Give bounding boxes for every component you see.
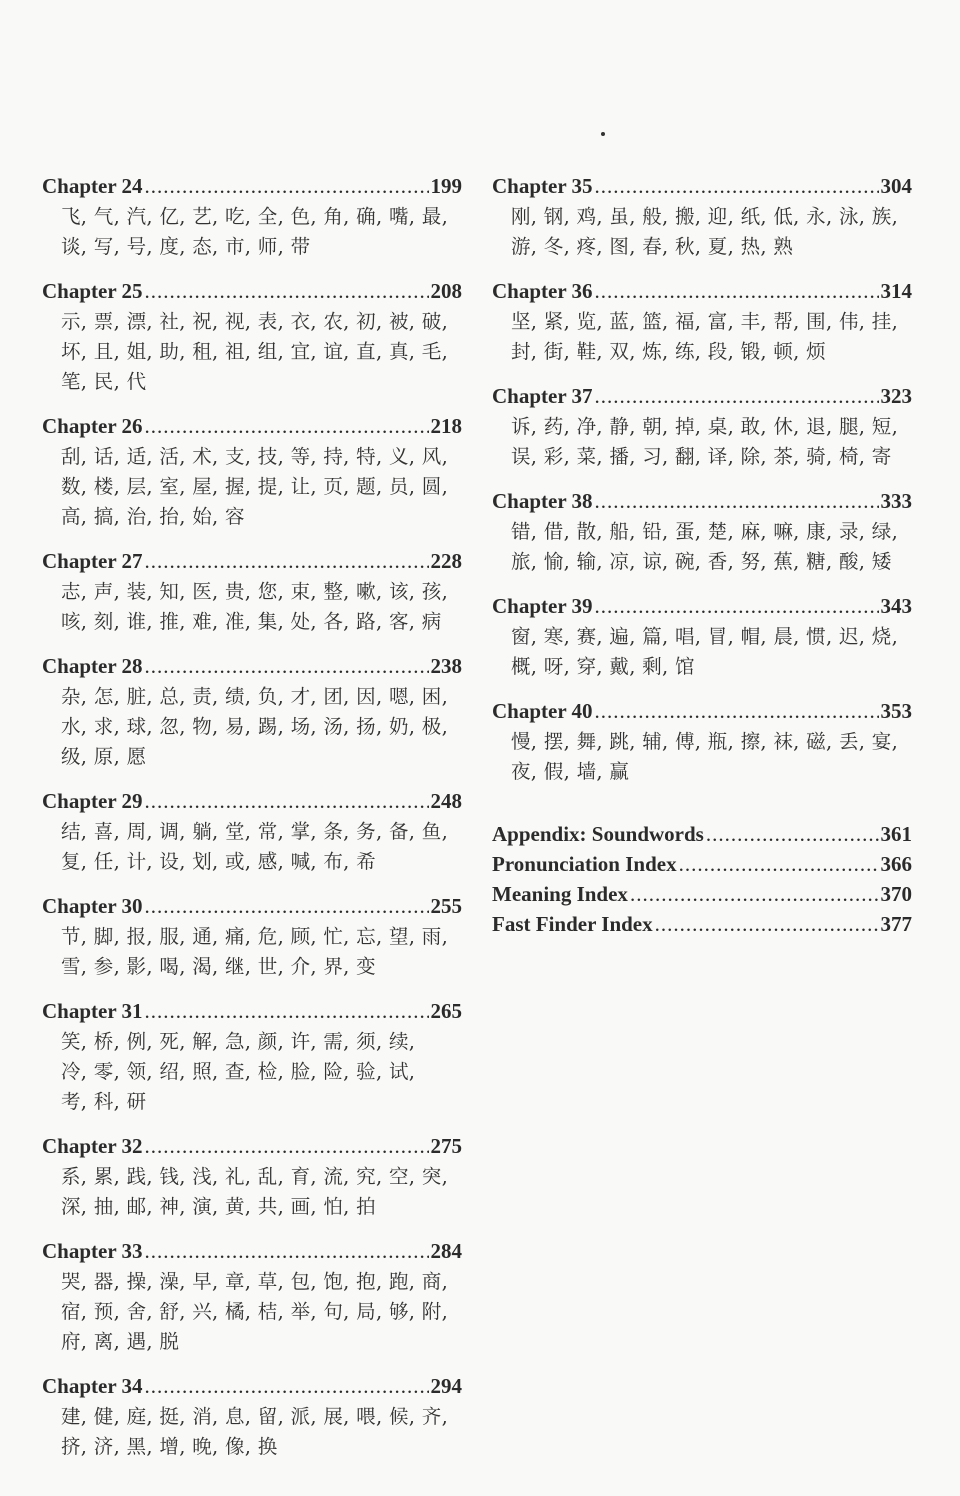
chapter-heading[interactable] xyxy=(492,485,912,517)
character-line: 复, 任, 计, 设, 划, 或, 感, 喊, 布, 希 xyxy=(61,850,376,873)
chapter-heading[interactable] xyxy=(42,650,462,682)
dot-leader xyxy=(145,890,429,922)
chapter-character-list xyxy=(492,727,912,787)
stray-dot-mark xyxy=(601,132,605,136)
appendix-entry-title: Pronunciation Index xyxy=(492,852,677,876)
chapter-page-number: 218 xyxy=(430,414,462,438)
dot-leader xyxy=(655,909,879,939)
chapter-character-list xyxy=(42,577,462,637)
chapter-heading[interactable] xyxy=(42,545,462,577)
chapter-character-list xyxy=(42,307,462,397)
toc-entry xyxy=(492,170,912,262)
chapter-page-number: 208 xyxy=(430,279,462,303)
chapter-character-list xyxy=(492,202,912,262)
character-line: 系, 累, 践, 钱, 浅, 礼, 乱, 育, 流, 究, 空, 突, xyxy=(61,1165,449,1188)
chapter-title: Chapter 26 xyxy=(42,414,143,438)
character-line: 坚, 紧, 览, 蓝, 篮, 福, 富, 丰, 帮, 围, 伟, 挂, xyxy=(511,310,899,333)
chapter-character-list xyxy=(492,412,912,472)
dot-leader xyxy=(145,410,429,442)
chapter-title: Chapter 40 xyxy=(492,699,593,723)
chapter-heading[interactable] xyxy=(42,785,462,817)
character-line: 结, 喜, 周, 调, 躺, 堂, 常, 掌, 条, 务, 备, 鱼, xyxy=(61,820,449,843)
chapter-page-number: 314 xyxy=(880,279,912,303)
chapter-heading[interactable] xyxy=(492,380,912,412)
chapter-page-number: 294 xyxy=(430,1374,462,1398)
chapter-page-number: 199 xyxy=(430,174,462,198)
character-line: 考, 科, 研 xyxy=(61,1090,147,1113)
character-line: 错, 借, 散, 船, 铅, 蛋, 楚, 麻, 嘛, 康, 录, 绿, xyxy=(511,520,899,543)
appendix-entry-heading[interactable] xyxy=(492,849,912,879)
chapter-character-list xyxy=(492,307,912,367)
chapter-heading[interactable] xyxy=(492,590,912,622)
toc-entry xyxy=(42,1130,462,1222)
character-line: 建, 健, 庭, 挺, 消, 息, 留, 派, 展, 喂, 候, 齐, xyxy=(61,1405,449,1428)
dot-leader xyxy=(706,819,879,849)
chapter-title: Chapter 38 xyxy=(492,489,593,513)
character-line: 宿, 预, 舍, 舒, 兴, 橘, 桔, 举, 句, 局, 够, 附, xyxy=(61,1300,449,1323)
chapter-page-number: 353 xyxy=(880,699,912,723)
character-line: 误, 彩, 菜, 播, 习, 翻, 译, 除, 茶, 骑, 椅, 寄 xyxy=(511,445,892,468)
chapter-page-number: 333 xyxy=(880,489,912,513)
chapter-title: Chapter 39 xyxy=(492,594,593,618)
toc-entry xyxy=(492,695,912,787)
chapter-heading[interactable] xyxy=(42,890,462,922)
character-line: 坏, 且, 姐, 助, 租, 祖, 组, 宜, 谊, 直, 真, 毛, xyxy=(61,340,449,363)
dot-leader xyxy=(679,849,879,879)
dot-leader xyxy=(145,1130,429,1162)
character-line: 封, 街, 鞋, 双, 炼, 练, 段, 锻, 顿, 烦 xyxy=(511,340,826,363)
dot-leader xyxy=(145,650,429,682)
chapter-title: Chapter 37 xyxy=(492,384,593,408)
chapter-title: Chapter 33 xyxy=(42,1239,143,1263)
toc-entry xyxy=(42,410,462,532)
character-line: 雪, 参, 影, 喝, 渴, 继, 世, 介, 界, 变 xyxy=(61,955,376,978)
chapter-title: Chapter 30 xyxy=(42,894,143,918)
toc-entry xyxy=(42,650,462,772)
chapter-heading[interactable] xyxy=(42,1235,462,1267)
chapter-title: Chapter 27 xyxy=(42,549,143,573)
chapter-title: Chapter 25 xyxy=(42,279,143,303)
dot-leader xyxy=(145,995,429,1027)
toc-entry xyxy=(42,170,462,262)
character-line: 飞, 气, 汽, 亿, 艺, 吃, 全, 色, 角, 确, 嘴, 最, xyxy=(61,205,449,228)
chapter-character-list xyxy=(42,1267,462,1357)
dot-leader xyxy=(145,275,429,307)
appendix-entry-page-number: 366 xyxy=(880,852,912,876)
dot-leader xyxy=(595,695,879,727)
character-line: 高, 搞, 治, 抬, 始, 容 xyxy=(61,505,245,528)
dot-leader xyxy=(595,170,879,202)
character-line: 深, 抽, 邮, 神, 演, 黄, 共, 画, 怕, 拍 xyxy=(61,1195,376,1218)
chapter-page-number: 248 xyxy=(430,789,462,813)
character-line: 咳, 刻, 谁, 推, 难, 准, 集, 处, 各, 路, 客, 病 xyxy=(61,610,442,633)
toc-entry xyxy=(42,785,462,877)
chapter-page-number: 284 xyxy=(430,1239,462,1263)
chapter-heading[interactable] xyxy=(42,275,462,307)
character-line: 诉, 药, 净, 静, 朝, 掉, 桌, 敢, 休, 退, 腿, 短, xyxy=(511,415,899,438)
chapter-heading[interactable] xyxy=(42,1370,462,1402)
toc-entry xyxy=(42,1235,462,1357)
dot-leader xyxy=(145,545,429,577)
toc-entry xyxy=(492,380,912,472)
chapter-character-list xyxy=(42,1402,462,1462)
chapter-title: Chapter 31 xyxy=(42,999,143,1023)
character-line: 旅, 愉, 输, 凉, 谅, 碗, 香, 努, 蕉, 糖, 酸, 矮 xyxy=(511,550,892,573)
chapter-character-list xyxy=(42,817,462,877)
chapter-page-number: 275 xyxy=(430,1134,462,1158)
chapter-title: Chapter 32 xyxy=(42,1134,143,1158)
character-line: 志, 声, 装, 知, 医, 贵, 您, 束, 整, 嗽, 该, 孩, xyxy=(61,580,449,603)
chapter-heading[interactable] xyxy=(42,995,462,1027)
appendix-entry-page-number: 361 xyxy=(880,822,912,846)
character-line: 冷, 零, 领, 绍, 照, 查, 检, 脸, 险, 验, 试, xyxy=(61,1060,416,1083)
chapter-heading[interactable] xyxy=(42,410,462,442)
dot-leader xyxy=(595,275,879,307)
dot-leader xyxy=(630,879,879,909)
right-entries xyxy=(492,170,912,787)
chapter-page-number: 228 xyxy=(430,549,462,573)
toc-entry xyxy=(492,485,912,577)
toc-entry xyxy=(42,890,462,982)
character-line: 节, 脚, 报, 服, 通, 痛, 危, 顾, 忙, 忘, 望, 雨, xyxy=(61,925,449,948)
appendix-entry-page-number: 370 xyxy=(880,882,912,906)
character-line: 数, 楼, 层, 室, 屋, 握, 提, 让, 页, 题, 员, 圆, xyxy=(61,475,449,498)
character-line: 示, 票, 漂, 社, 祝, 视, 表, 衣, 农, 初, 被, 破, xyxy=(61,310,449,333)
dot-leader xyxy=(595,380,879,412)
dot-leader xyxy=(145,1235,429,1267)
chapter-heading[interactable] xyxy=(492,695,912,727)
character-line: 挤, 济, 黑, 增, 晚, 像, 换 xyxy=(61,1435,278,1458)
toc-entry xyxy=(492,275,912,367)
character-line: 府, 离, 遇, 脱 xyxy=(61,1330,180,1353)
chapter-character-list xyxy=(492,622,912,682)
character-line: 级, 原, 愿 xyxy=(61,745,147,768)
toc-entry xyxy=(42,995,462,1117)
chapter-character-list xyxy=(42,442,462,532)
chapter-title: Chapter 24 xyxy=(42,174,143,198)
chapter-page-number: 265 xyxy=(430,999,462,1023)
toc-entry xyxy=(42,275,462,397)
toc-entry xyxy=(42,1370,462,1462)
character-line: 慢, 摆, 舞, 跳, 辅, 傅, 瓶, 擦, 袜, 磁, 丢, 宴, xyxy=(511,730,899,753)
character-line: 水, 求, 球, 忽, 物, 易, 踢, 场, 汤, 扬, 奶, 极, xyxy=(61,715,449,738)
chapter-character-list xyxy=(492,517,912,577)
toc-left-column xyxy=(42,170,462,1475)
character-line: 刚, 钢, 鸡, 虽, 般, 搬, 迎, 纸, 低, 永, 泳, 族, xyxy=(511,205,899,228)
chapter-character-list xyxy=(42,682,462,772)
chapter-heading[interactable] xyxy=(492,170,912,202)
appendix-entry-heading[interactable] xyxy=(492,909,912,939)
character-line: 哭, 器, 操, 澡, 早, 章, 草, 包, 饱, 抱, 跑, 商, xyxy=(61,1270,449,1293)
character-line: 杂, 怎, 脏, 总, 责, 绩, 负, 才, 团, 因, 嗯, 困, xyxy=(61,685,449,708)
dot-leader xyxy=(145,170,429,202)
appendix-entry-page-number: 377 xyxy=(880,912,912,936)
character-line: 概, 呀, 穿, 戴, 剩, 馆 xyxy=(511,655,695,678)
character-line: 刮, 话, 适, 活, 术, 支, 技, 等, 持, 特, 义, 风, xyxy=(61,445,449,468)
chapter-character-list xyxy=(42,922,462,982)
dot-leader xyxy=(595,485,879,517)
chapter-character-list xyxy=(42,1162,462,1222)
dot-leader xyxy=(595,590,879,622)
chapter-page-number: 323 xyxy=(880,384,912,408)
chapter-title: Chapter 28 xyxy=(42,654,143,678)
dot-leader xyxy=(145,1370,429,1402)
character-line: 谈, 写, 号, 度, 态, 市, 师, 带 xyxy=(61,235,311,258)
character-line: 游, 冬, 疼, 图, 春, 秋, 夏, 热, 熟 xyxy=(511,235,794,258)
character-line: 笔, 民, 代 xyxy=(61,370,147,393)
chapter-heading[interactable] xyxy=(42,1130,462,1162)
character-line: 笑, 桥, 例, 死, 解, 急, 颜, 许, 需, 须, 续, xyxy=(61,1030,416,1053)
character-line: 窗, 寒, 赛, 遍, 篇, 唱, 冒, 帽, 晨, 惯, 迟, 烧, xyxy=(511,625,899,648)
chapter-heading[interactable] xyxy=(492,275,912,307)
toc-right-column xyxy=(492,170,912,939)
chapter-page-number: 343 xyxy=(880,594,912,618)
appendix-entry-heading[interactable] xyxy=(492,819,912,849)
appendix-list xyxy=(492,819,912,939)
chapter-title: Chapter 36 xyxy=(492,279,593,303)
dot-leader xyxy=(145,785,429,817)
appendix-entry-title: Meaning Index xyxy=(492,882,628,906)
character-line: 夜, 假, 墙, 赢 xyxy=(511,760,630,783)
chapter-character-list xyxy=(42,202,462,262)
chapter-page-number: 255 xyxy=(430,894,462,918)
chapter-character-list xyxy=(42,1027,462,1117)
appendix-entry-title: Appendix: Soundwords xyxy=(492,822,704,846)
chapter-title: Chapter 29 xyxy=(42,789,143,813)
toc-entry xyxy=(492,590,912,682)
chapter-heading[interactable] xyxy=(42,170,462,202)
chapter-title: Chapter 34 xyxy=(42,1374,143,1398)
chapter-page-number: 304 xyxy=(880,174,912,198)
chapter-page-number: 238 xyxy=(430,654,462,678)
chapter-title: Chapter 35 xyxy=(492,174,593,198)
toc-entry xyxy=(42,545,462,637)
appendix-entry-title: Fast Finder Index xyxy=(492,912,653,936)
appendix-entry-heading[interactable] xyxy=(492,879,912,909)
